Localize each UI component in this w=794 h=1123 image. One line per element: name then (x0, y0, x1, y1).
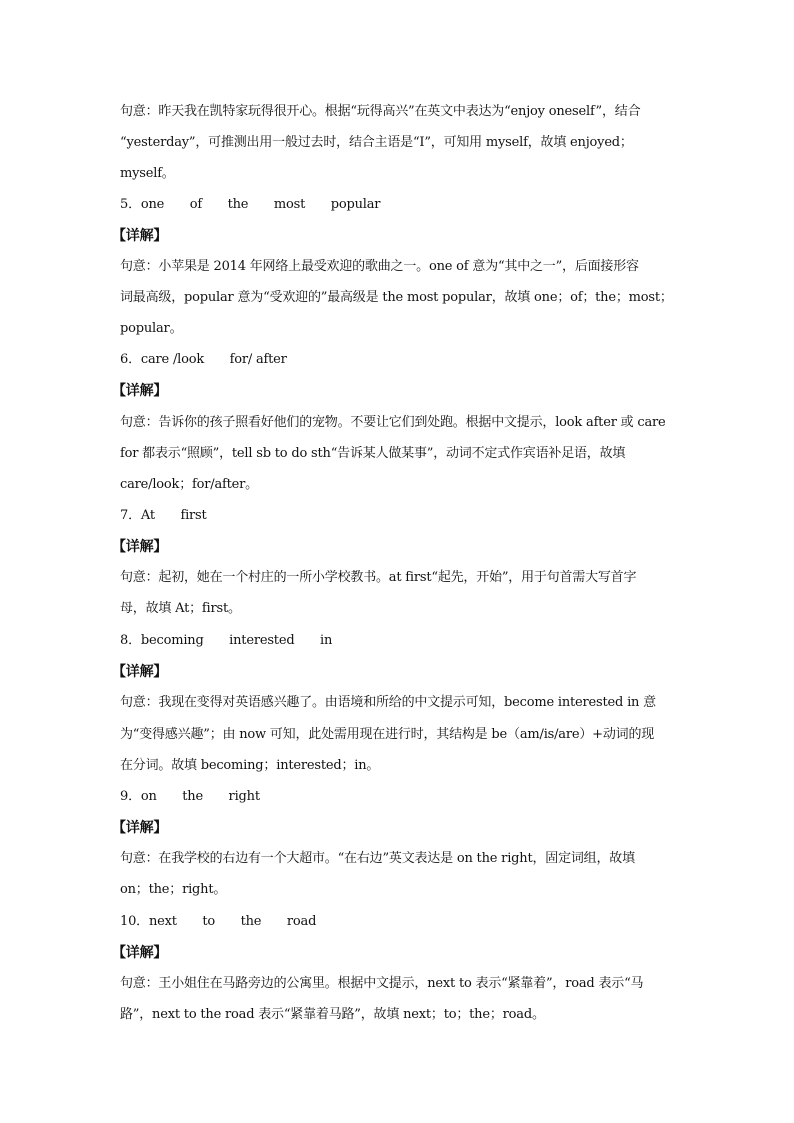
explanation-line: 句意：小苹果是 2014 年网络上最受欢迎的歌曲之一。one of 意为“其中之一”，后面接形容 (120, 259, 639, 274)
explanation-line: 在分词。故填 becoming；interested；in。 (120, 758, 380, 773)
explanation-line: care/look；for/after。 (120, 477, 258, 492)
explanation-line: 句意：王小姐住在马路旁边的公寓里。根据中文提示，next to 表示“紧靠着”，road 表示“马 (120, 976, 644, 991)
section-heading: 【详解】 (112, 664, 168, 680)
explanation-line: 为“变得感兴趣”；由 now 可知，此处需用现在进行时，其结构是 be（am/is/are）+动词的现 (120, 727, 655, 742)
answer-9: 9．on the right (120, 789, 260, 804)
section-heading: 【详解】 (112, 945, 168, 961)
explanation-line: on；the；right。 (120, 882, 227, 897)
explanation-line: popular。 (120, 321, 183, 336)
explanation-line: “yesterday”，可推测出用一般过去时，结合主语是“I”，可知用 myself，故填 enjoyed； (120, 135, 633, 150)
explanation-line: for 都表示“照顾”，tell sb to do sth“告诉某人做某事”，动词不定式作宾语补足语，故填 (120, 446, 626, 461)
explanation-line: 句意：在我学校的右边有一个大超市。“在右边”英文表达是 on the right，固定词组，故填 (120, 851, 635, 866)
answer-7: 7．At first (120, 508, 207, 523)
explanation-line: 句意：昨天我在凯特家玩得很开心。根据“玩得高兴”在英文中表达为“enjoy oneself”，结合 (120, 104, 641, 119)
answer-8: 8．becoming interested in (120, 633, 333, 648)
section-heading: 【详解】 (112, 228, 168, 244)
explanation-line: 路”，next to the road 表示“紧靠着马路”，故填 next；to；the；road。 (120, 1007, 545, 1022)
explanation-line: 母，故填 At；first。 (120, 601, 241, 616)
answer-6: 6．care /look for/ after (120, 352, 287, 367)
explanation-line: 句意：起初，她在一个村庄的一所小学校教书。at first“起先，开始”，用于句首需大写首字 (120, 570, 637, 585)
explanation-line: 句意：告诉你的孩子照看好他们的宠物。不要让它们到处跑。根据中文提示，look after 或 care (120, 415, 666, 430)
section-heading: 【详解】 (112, 539, 168, 555)
explanation-line: myself。 (120, 166, 175, 181)
explanation-line: 句意：我现在变得对英语感兴趣了。由语境和所给的中文提示可知，become interested in 意 (120, 695, 656, 710)
answer-5: 5．one of the most popular (120, 197, 381, 212)
section-heading: 【详解】 (112, 383, 168, 399)
explanation-line: 词最高级，popular 意为“受欢迎的”最高级是 the most popular，故填 one；of；the；most； (120, 290, 673, 305)
section-heading: 【详解】 (112, 820, 168, 836)
answer-10: 10．next to the road (120, 914, 317, 929)
